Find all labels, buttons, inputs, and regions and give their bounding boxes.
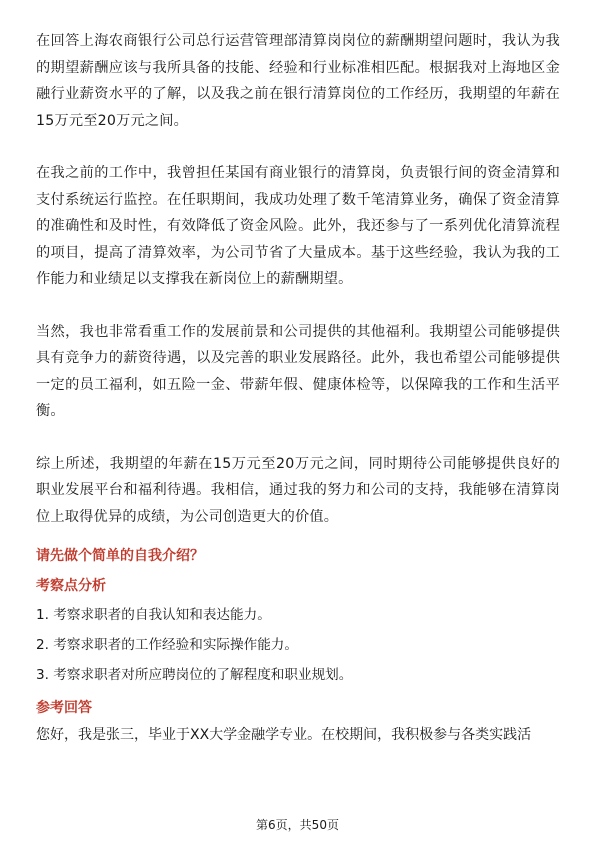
analysis-item: 1. 考察求职者的自我认知和表达能力。 [36,607,271,623]
analysis-item: 2. 考察求职者的工作经验和实际操作能力。 [36,637,298,653]
answer-heading: 参考回答 [36,700,92,716]
body-paragraph: 在我之前的工作中，我曾担任某国有商业银行的清算岗，负责银行间的资金清算和支付系统运行监控。在任职期间，我成功处理了数千笔清算业务，确保了资金清算的准确性和及时性，有效降低了资金风险。此外，我还参与了一系列优化清算流程的项目，提高了清算效率，为公司节省了大量成本。基于这些经验，我认为我的工作能力和业绩足以支撑我在新岗位上的薪酬期望。 [36,165,560,287]
question-heading: 请先做个简单的自我介绍？ [36,548,204,564]
page-content [36,28,560,747]
answer-text: 您好，我是张三，毕业于XX大学金融学专业。在校期间，我积极参与各类实践活 [36,727,532,743]
analysis-heading: 考察点分析 [36,578,106,594]
analysis-item: 3. 考察求职者对所应聘岗位的了解程度和职业规划。 [36,667,353,683]
page-footer: 第6页，共50页 [256,818,339,832]
body-paragraph: 综上所述，我期望的年薪在15万元至20万元之间，同时期待公司能够提供良好的职业发展平台和福利待遇。我相信，通过我的努力和公司的支持，我能够在清算岗位上取得优异的成绩，为公司创造更大的价值。 [36,455,560,525]
body-paragraph: 在回答上海农商银行公司总行运营管理部清算岗岗位的薪酬期望问题时，我认为我的期望薪酬应该与我所具备的技能、经验和行业标准相匹配。根据我对上海地区金融行业薪资水平的了解，以及我之前在银行清算岗位的工作经历，我期望的年薪在15万元至20万元之间。 [36,33,560,129]
body-paragraph: 当然，我也非常看重工作的发展前景和公司提供的其他福利。我期望公司能够提供具有竞争力的薪资待遇，以及完善的职业发展路径。此外，我也希望公司能够提供一定的员工福利，如五险一金、带薪年假、健康体检等，以保障我的工作和生活平衡。 [36,323,560,419]
